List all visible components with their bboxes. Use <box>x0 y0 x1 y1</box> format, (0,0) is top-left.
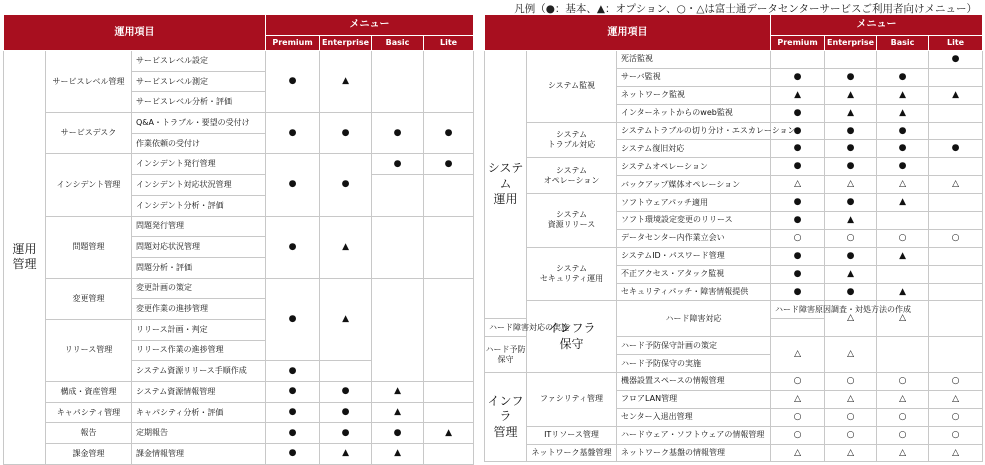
item-label: ハード障害原因調査・対処方法の作成 <box>771 301 825 319</box>
mark-basic: △ <box>877 176 929 194</box>
item-label: ソフトウェアパッチ適用 <box>617 194 771 212</box>
group-label: 問題管理 <box>46 216 132 278</box>
mark-premium: ● <box>266 361 320 382</box>
item-label: インシデント発行管理 <box>132 154 266 175</box>
mark-basic: ○ <box>877 373 929 391</box>
group-label: システム監視 <box>527 51 617 123</box>
table-row <box>485 51 983 69</box>
mark-lite: ○ <box>929 408 983 426</box>
mark-premium: ● <box>771 212 825 230</box>
mark-basic: ▲ <box>877 104 929 122</box>
table-row <box>4 51 474 72</box>
group-label: 報告 <box>46 423 132 444</box>
item-label: 作業依頼の受付け <box>132 133 266 154</box>
table-row <box>485 373 983 391</box>
mark-premium: △ <box>825 301 877 337</box>
mark-enterprise: △ <box>825 176 877 194</box>
item-label: 定期報告 <box>132 423 266 444</box>
group-label: ハード予防保守 <box>485 337 527 373</box>
mark-lite <box>929 212 983 230</box>
mark-enterprise: ○ <box>825 408 877 426</box>
mark-enterprise: ▲ <box>320 444 372 465</box>
table-row <box>485 158 983 176</box>
table-row <box>4 382 474 403</box>
mark-basic: ▲ <box>877 247 929 265</box>
mark-enterprise: ▲ <box>320 216 372 278</box>
mark-enterprise: ● <box>320 423 372 444</box>
category-label: インフラ 保守 <box>527 301 617 373</box>
group-label: システム セキュリティ運用 <box>527 247 617 301</box>
group-label: ファシリティ管理 <box>527 373 617 427</box>
mark-premium: △ <box>771 444 825 462</box>
mark-lite <box>929 104 983 122</box>
item-label: 問題分析・評価 <box>132 257 266 278</box>
mark-lite: ● <box>424 113 474 154</box>
mark-lite: △ <box>929 176 983 194</box>
mark-premium: ● <box>771 247 825 265</box>
mark-premium: ● <box>266 113 320 154</box>
mark-basic: ▲ <box>877 86 929 104</box>
mark-basic <box>877 51 929 69</box>
mark-premium: △ <box>771 176 825 194</box>
group-label: ネットワーク基盤管理 <box>527 444 617 462</box>
mark-lite: ▲ <box>424 423 474 444</box>
mark-lite: △ <box>929 390 983 408</box>
item-label: システム復旧対応 <box>617 140 771 158</box>
mark-premium: ● <box>771 283 825 301</box>
table-row <box>4 216 474 237</box>
item-label: バックアップ媒体オペレーション <box>617 176 771 194</box>
mark-premium: ● <box>266 402 320 423</box>
mark-enterprise: △ <box>825 444 877 462</box>
mark-lite: ○ <box>929 426 983 444</box>
table-row <box>485 194 983 212</box>
mark-enterprise: ▲ <box>320 278 372 361</box>
legend: 凡例（●：基本、▲：オプション、○・△は富士通データセンターサービスご利用者向けメニュー） <box>514 3 977 15</box>
mark-basic <box>372 216 424 278</box>
mark-basic: ▲ <box>372 402 424 423</box>
mark-basic: ● <box>877 122 929 140</box>
mark-basic: ● <box>877 158 929 176</box>
item-label: サービスレベル分析・評価 <box>132 92 266 113</box>
mark-enterprise: ● <box>825 194 877 212</box>
mark-enterprise <box>825 51 877 69</box>
item-label: ソフト環境設定変更のリリース <box>617 212 771 230</box>
mark-premium: ○ <box>771 229 825 247</box>
mark-lite: ○ <box>929 373 983 391</box>
item-label: ハード予防保守計画の策定 <box>617 337 771 355</box>
mark-enterprise: ● <box>825 283 877 301</box>
mark-premium: △ <box>771 337 825 373</box>
mark-premium: ● <box>266 382 320 403</box>
mark-enterprise: ● <box>320 154 372 216</box>
table-row <box>4 113 474 134</box>
mark-premium: ● <box>266 154 320 216</box>
mark-lite <box>929 194 983 212</box>
item-label: システムオペレーション <box>617 158 771 176</box>
item-label: 不正アクセス・アタック監視 <box>617 265 771 283</box>
mark-enterprise: ● <box>825 140 877 158</box>
item-label: Q&A・トラブル・要望の受付け <box>132 113 266 134</box>
group-label: 変更管理 <box>46 278 132 319</box>
mark-basic: ● <box>372 154 424 175</box>
group-label: 構成・資産管理 <box>46 382 132 403</box>
mark-lite: ● <box>929 51 983 69</box>
mark-lite <box>929 68 983 86</box>
item-label: インシデント対応状況管理 <box>132 175 266 196</box>
menu-header: メニュー <box>771 15 983 36</box>
mark-basic: ▲ <box>877 283 929 301</box>
mark-basic: ● <box>877 140 929 158</box>
group-label: システム オペレーション <box>527 158 617 194</box>
mark-lite: ● <box>929 140 983 158</box>
item-label: 変更計画の策定 <box>132 278 266 299</box>
item-label: ネットワーク監視 <box>617 86 771 104</box>
item-label: 死活監視 <box>617 51 771 69</box>
item-label: フロアLAN管理 <box>617 390 771 408</box>
mark-premium: ● <box>771 104 825 122</box>
mark-premium: ● <box>266 216 320 278</box>
mark-lite <box>929 122 983 140</box>
mark-basic: ▲ <box>877 194 929 212</box>
item-label: キャパシティ分析・評価 <box>132 402 266 423</box>
plan-header-enterprise: Enterprise <box>320 36 372 51</box>
plan-header-basic: Basic <box>372 36 424 51</box>
mark-basic <box>372 278 424 381</box>
mark-enterprise: ○ <box>825 229 877 247</box>
mark-basic <box>372 51 424 113</box>
right-service-table <box>484 14 983 462</box>
mark-basic: ▲ <box>372 444 424 465</box>
mark-premium: ● <box>771 122 825 140</box>
mark-lite <box>929 158 983 176</box>
group-label: キャパシティ管理 <box>46 402 132 423</box>
mark-enterprise: △ <box>877 301 929 337</box>
item-label: システム資源リリース手順作成 <box>132 361 266 382</box>
mark-premium: ▲ <box>771 86 825 104</box>
mark-lite <box>929 337 983 373</box>
mark-premium: ● <box>771 194 825 212</box>
group-label: 課金管理 <box>46 444 132 465</box>
mark-enterprise: ● <box>320 113 372 154</box>
group-label: リリース管理 <box>46 319 132 381</box>
mark-premium: ● <box>771 68 825 86</box>
item-label: 問題対応状況管理 <box>132 237 266 258</box>
mark-enterprise: ▲ <box>825 212 877 230</box>
item-label: ハード予防保守の実施 <box>617 355 771 373</box>
item-label: リリース計画・判定 <box>132 319 266 340</box>
item-label: リリース作業の進捗管理 <box>132 340 266 361</box>
table-row <box>4 278 474 299</box>
left-service-table <box>3 14 474 465</box>
item-label: サーバ監視 <box>617 68 771 86</box>
category-label: 運用 管理 <box>4 51 46 465</box>
mark-enterprise: ▲ <box>825 104 877 122</box>
plan-header-lite: Lite <box>929 36 983 51</box>
table-row <box>4 402 474 423</box>
group-label: システム トラブル対応 <box>527 122 617 158</box>
mark-basic: △ <box>877 444 929 462</box>
item-label: センター入退出管理 <box>617 408 771 426</box>
mark-basic: ▲ <box>372 382 424 403</box>
plan-header-lite: Lite <box>424 36 474 51</box>
mark-enterprise: ○ <box>825 426 877 444</box>
mark-premium: ● <box>266 423 320 444</box>
mark-premium: ● <box>771 140 825 158</box>
table-row <box>485 247 983 265</box>
item-label: 問題発行管理 <box>132 216 266 237</box>
item-label: 変更作業の進捗管理 <box>132 299 266 320</box>
mark-basic <box>929 301 983 337</box>
mark-basic <box>877 212 929 230</box>
item-label: データセンター内作業立会い <box>617 229 771 247</box>
mark-enterprise: △ <box>825 390 877 408</box>
item-label: システム資源情報管理 <box>132 382 266 403</box>
mark-enterprise: ○ <box>825 373 877 391</box>
mark-basic: △ <box>877 390 929 408</box>
table-row <box>4 154 474 175</box>
mark-basic: ○ <box>877 426 929 444</box>
mark-basic: ○ <box>877 408 929 426</box>
mark-premium: ○ <box>771 373 825 391</box>
mark-lite <box>424 216 474 278</box>
mark-premium: ● <box>771 158 825 176</box>
mark-lite <box>424 444 474 465</box>
plan-header-premium: Premium <box>771 36 825 51</box>
table-row <box>485 122 983 140</box>
mark-premium: ● <box>771 265 825 283</box>
mark-basic <box>877 265 929 283</box>
mark-lite <box>929 283 983 301</box>
mark-enterprise: ● <box>320 402 372 423</box>
mark-premium: ○ <box>771 408 825 426</box>
plan-header-enterprise: Enterprise <box>825 36 877 51</box>
table-row <box>4 423 474 444</box>
table-row <box>485 426 983 444</box>
mark-lite <box>424 175 474 216</box>
item-label: システムID・パスワード管理 <box>617 247 771 265</box>
group-label: ITリソース管理 <box>527 426 617 444</box>
mark-lite <box>424 402 474 423</box>
group-label: サービスデスク <box>46 113 132 154</box>
items-header: 運用項目 <box>4 15 266 51</box>
group-label: システム 資源リリース <box>527 194 617 248</box>
item-label: システムトラブルの切り分け・エスカレーション <box>617 122 771 140</box>
table-row <box>485 301 983 319</box>
mark-premium: ● <box>266 444 320 465</box>
mark-basic <box>372 175 424 216</box>
mark-lite <box>424 278 474 381</box>
mark-lite: △ <box>929 444 983 462</box>
mark-basic: ● <box>372 113 424 154</box>
mark-premium: ○ <box>771 426 825 444</box>
mark-basic <box>877 337 929 373</box>
plan-header-basic: Basic <box>877 36 929 51</box>
mark-premium: ● <box>266 278 320 361</box>
items-header: 運用項目 <box>485 15 771 51</box>
item-label: ネットワーク基盤の情報管理 <box>617 444 771 462</box>
item-label: インターネットからのweb監視 <box>617 104 771 122</box>
mark-premium: ● <box>266 51 320 113</box>
mark-premium: △ <box>771 390 825 408</box>
mark-enterprise: ▲ <box>320 51 372 113</box>
plan-header-premium: Premium <box>266 36 320 51</box>
item-label: ハードウェア・ソフトウェアの情報管理 <box>617 426 771 444</box>
mark-premium <box>771 51 825 69</box>
table-row <box>4 444 474 465</box>
mark-lite <box>929 247 983 265</box>
group-label: ハード障害対応 <box>617 301 771 337</box>
group-label: インシデント管理 <box>46 154 132 216</box>
table-row <box>485 444 983 462</box>
group-label: サービスレベル管理 <box>46 51 132 113</box>
item-label: インシデント分析・評価 <box>132 195 266 216</box>
item-label: ハード障害対応の実施 <box>485 319 527 337</box>
mark-lite: ● <box>424 154 474 175</box>
mark-basic: ● <box>877 68 929 86</box>
mark-basic: ○ <box>877 229 929 247</box>
menu-header: メニュー <box>266 15 474 36</box>
mark-lite <box>424 382 474 403</box>
mark-enterprise: ● <box>825 68 877 86</box>
item-label: セキュリティパッチ・障害情報提供 <box>617 283 771 301</box>
category-label: システム 運用 <box>485 51 527 319</box>
item-label: サービスレベル設定 <box>132 51 266 72</box>
mark-lite: ▲ <box>929 86 983 104</box>
mark-enterprise: ▲ <box>825 265 877 283</box>
category-label: インフラ 管理 <box>485 373 527 462</box>
mark-enterprise: ● <box>825 122 877 140</box>
mark-lite <box>929 265 983 283</box>
mark-enterprise: ● <box>320 382 372 403</box>
mark-lite <box>424 51 474 113</box>
item-label: 課金情報管理 <box>132 444 266 465</box>
mark-enterprise: ▲ <box>825 86 877 104</box>
mark-enterprise: △ <box>825 337 877 373</box>
mark-enterprise: ● <box>825 158 877 176</box>
mark-lite: ○ <box>929 229 983 247</box>
mark-enterprise <box>320 361 372 382</box>
item-label: サービスレベル測定 <box>132 71 266 92</box>
mark-enterprise: ● <box>825 247 877 265</box>
item-label: 機器設置スペースの情報管理 <box>617 373 771 391</box>
mark-basic: ● <box>372 423 424 444</box>
